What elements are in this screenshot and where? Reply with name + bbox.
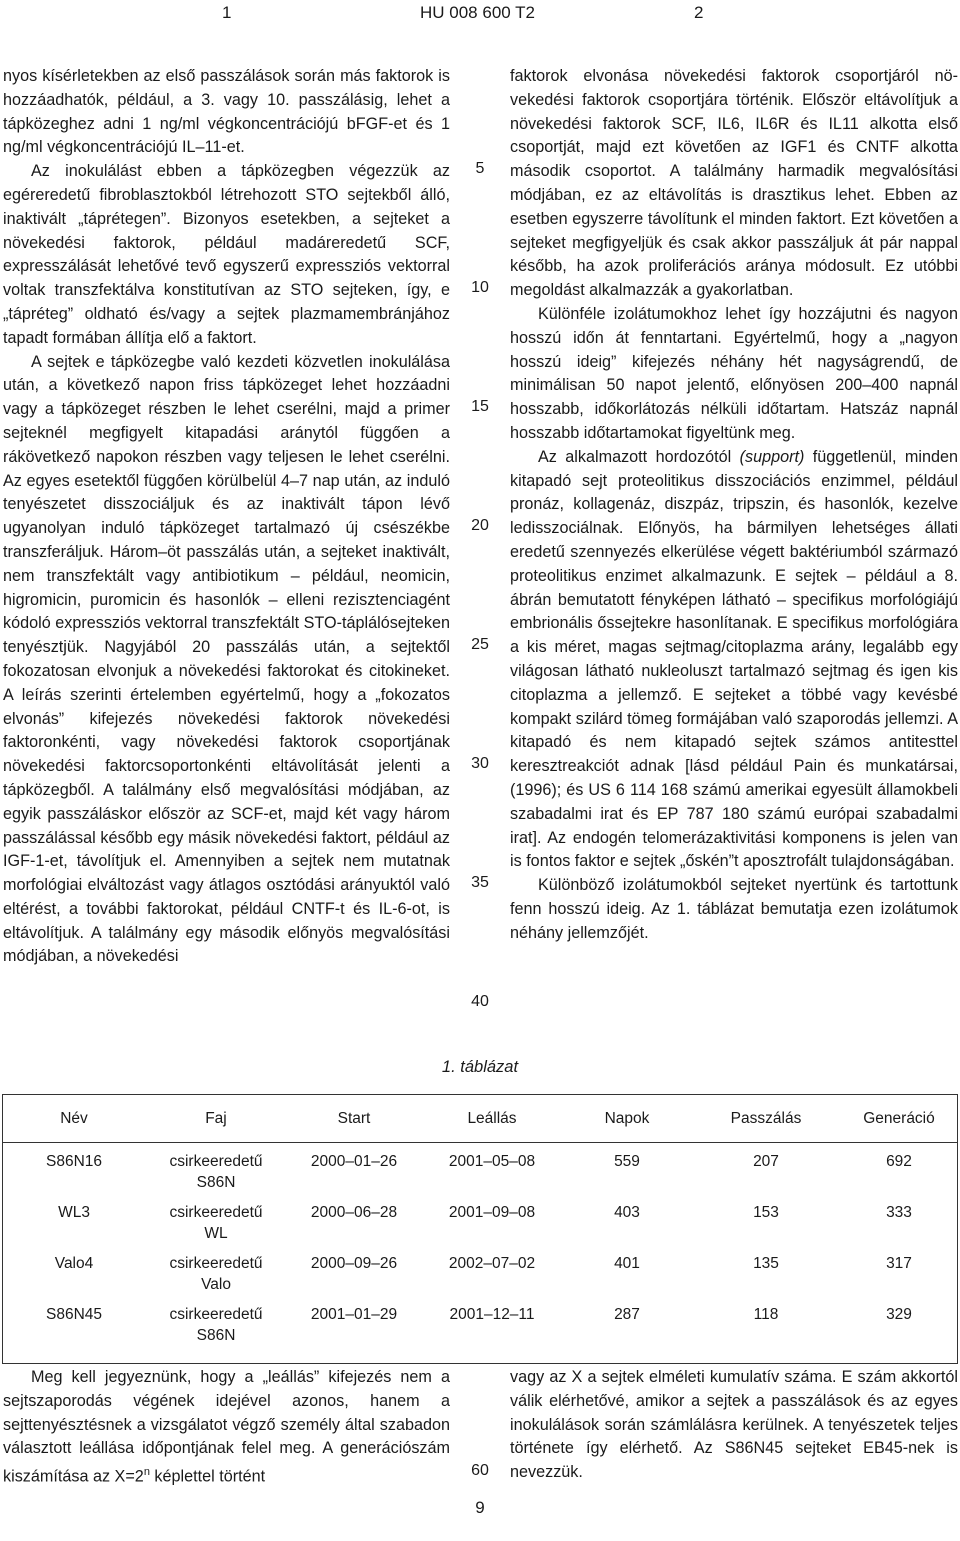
- line-number-40: 40: [471, 993, 489, 1010]
- bottom-left-column: [3, 1366, 450, 1489]
- col-header-faj: Faj: [145, 1095, 287, 1143]
- line-number-15: 15: [471, 398, 489, 415]
- cell-stop: 2001–05–08: [448, 1153, 536, 1170]
- cell-species: [145, 1198, 287, 1249]
- cell-species: [145, 1300, 287, 1364]
- col-header-start: Start: [287, 1095, 421, 1143]
- cell-generations: 333: [886, 1204, 912, 1221]
- col-header-leallas: Leállás: [421, 1095, 563, 1143]
- cell-species-line1: csirkeeredetű: [169, 1204, 263, 1221]
- col-header-passzalas: Passzálás: [691, 1095, 841, 1143]
- table-row: [3, 1198, 958, 1249]
- right-paragraph-3: [510, 446, 958, 874]
- col-header-generacio: Generáció: [841, 1095, 958, 1143]
- cell-days: 287: [614, 1306, 640, 1323]
- cell-start: 2000–01–26: [310, 1153, 398, 1170]
- line-number-25: 25: [471, 636, 489, 653]
- bottom-left-paragraph: [3, 1366, 450, 1489]
- header-title: HU 008 600 T2: [420, 3, 535, 22]
- cell-days: 559: [614, 1153, 640, 1170]
- left-column: [3, 65, 450, 969]
- cell-name: S86N45: [45, 1306, 102, 1323]
- header-right-page: 2: [694, 3, 704, 22]
- cell-stop: 2001–09–08: [448, 1204, 536, 1221]
- cell-species-line1: csirkeeredetű: [169, 1153, 263, 1170]
- cell-stop: 2002–07–02: [448, 1255, 536, 1272]
- bottom-right-column: [510, 1366, 958, 1485]
- support-term: (support): [739, 447, 805, 466]
- right-paragraph-2: Különféle izolátumokhoz lehet így hozzájutni és nagyon hosszú időn át fenntartani. Egyértelmű, hogy a „nagyon hosszú ideig” kifejezés néhány hét nagyságrendű, de minimálisan 50 napot jelentő, előnyösen 200–400 napnál hosszabb, időkorlátozás nélküli időtartam. Hatszáz napnál hosszabb időtartamokat figyeltünk meg.: [510, 304, 958, 442]
- cell-generations: 317: [886, 1255, 912, 1272]
- cell-name: S86N16: [45, 1153, 102, 1170]
- right-paragraph-3-start: Az alkalmazott hordozótól: [538, 447, 740, 466]
- cell-species-line1: csirkeeredetű: [169, 1255, 263, 1272]
- isolates-table: [2, 1094, 958, 1364]
- cell-passages: 153: [753, 1204, 779, 1221]
- cell-species-line2: WL: [204, 1225, 228, 1242]
- left-paragraph-1: nyos kísérletekben az első passzálások során más faktorok is hozzáadhatók, például, a 3. vagy 10. passzálásig, lehet a tápközeghez adni 1 ng/ml végkoncentrációjú bFGF-et és 1 ng/ml végkoncentrációjú IL–11-et.: [3, 67, 450, 157]
- line-number-20: 20: [471, 517, 489, 534]
- cell-species: [145, 1249, 287, 1300]
- cell-passages: 207: [753, 1153, 779, 1170]
- cell-species-line2: S86N: [196, 1327, 236, 1344]
- table-header-row: [3, 1095, 958, 1143]
- line-number-35: 35: [471, 874, 489, 891]
- table-row: [3, 1249, 958, 1300]
- right-paragraph-3-rest: függetlenül, minden kitapadó sejt proteolitikus disszociációs enzimmel, például pronáz, kollagenáz, diszpáz, tripszin, és hasonlók, kezelve ledisszociálnak. Előnyös, ha bármilyen lehetséges állati eredetű szennyezés elkerülése végett baktériumból származó proteolitikus enzimet alkalmazunk. E sejtek – például a 8. ábrán bemutatott fényképen látható – specifikus morfológiájú embrionális őssejtekre hasonlítanak. E specifikus morfológiára a kis méret, magas sejtmag/citoplazma arány, legalább egy világosan látható nukleoluszt tartalmazó sejtmag és igen kis citoplazma a jellemző. E sejteket a többé vagy kevésbé kompakt szilárd tömeg formájában való szaporodás jellemzi. A kitapadó és nem kitapadó sejtek számos antitesttel keresztreakciót adnak [lásd például Pain és munkatársai, (1996); és US 6 114 168 számú amerikai egyesült államokbeli szabadalmi irat és EP 787 180 számú európai szabadalmi irat]. Az endogén telomerázaktivitási komponens is jelen van is fontos faktor e sejtek „őskén”t aposztrofált tulajdonságában.: [510, 447, 958, 871]
- right-column: [510, 65, 958, 945]
- line-number-30: 30: [471, 755, 489, 772]
- table-caption: 1. táblázat: [441, 1058, 519, 1076]
- table-row: [3, 1143, 958, 1199]
- generation-note: Meg kell jegyeznünk, hogy a „leállás” kifejezés nem a sejtszaporodás végének idejével azonos, hanem a sejttenyésztésnek a vizsgálatot végző személy által szabadon választott leállása időpontjának felel meg. A generációszám kiszámítása az X=2: [3, 1368, 450, 1486]
- page-number: 9: [475, 1498, 485, 1517]
- bottom-right-paragraph: vagy az X a sejtek elméleti kumulatív száma. E szám akkortól válik elérhetővé, amikor a sejtek a passzálások és az egyes inokulálások során számlálásra kerülnek. A tenyészetek teljes története így elérhető. Az S86N45 sejteket EB45-nek is nevezzük.: [510, 1368, 958, 1482]
- generation-note-end: képlettel történt: [149, 1467, 266, 1486]
- cell-passages: 135: [753, 1255, 779, 1272]
- line-number-60: 60: [471, 1462, 489, 1479]
- cell-start: 2000–09–26: [310, 1255, 398, 1272]
- cell-name: WL3: [58, 1204, 90, 1221]
- cell-species-line2: Valo: [201, 1276, 231, 1293]
- line-number-5: 5: [475, 160, 485, 177]
- cell-name: Valo4: [54, 1255, 94, 1272]
- left-paragraph-3: A sejtek e tápközegbe való kezdeti közvetlen inokulálása után, a következő napon friss tápközeget lehet hozzáadni vagy a tápközeget részben le lehet cserélni, majd a primer sejteknél megfigyelt kitapadási aránytól függően a rákövetkező napokon részben vagy teljesen le lehet cserélni. Az egyes esetektől függően körülbelül 4–7 nap után, az induló tenyészetet disszociáljuk és az inaktivált tápon lévő ugyanolyan induló tápközeget tartalmazó új csészékbe transzferáljuk. Három–öt passzálás után, a sejteket inaktivált, nem transzfektált vagy antibiotikum – például, neomicin, higromicin, puromicin és hasonlók – elleni rezisztenciagént kódoló expressziós vektorral transzfektált STO-táplálósejteken tenyésztjük. Nagyjából 20 passzálás után, a sejtektől fokozatosan elvonjuk a növekedési faktorokat és citokineket. A leírás szerinti értelemben egyértelmű, hogy a „fokozatos elvonás” kifejezés növekedési faktorok növekedési faktoronkénti, vagy növekedési faktorok csoportjának növekedési faktorcsoportonkénti eltávolítását jelenti a tápközegből. A találmány első megvalósítási módjában, az egyik passzáláskor először az SCF-et, majd két vagy három passzálással később egy másik növekedési faktort, például az IGF-1-et, távolítjuk el. Amennyiben a sejtek nem mutatnak morfológiai elváltozást vagy átlagos osztódási arányuktól való eltérést, a további faktorokat, például CNTF-t és IL-6-ot, is eltávolítjuk. A találmány egy második előnyös megvalósítási módjában, a növekedési: [3, 352, 450, 966]
- cell-stop: 2001–12–11: [449, 1306, 535, 1323]
- right-paragraph-1: faktorok elvonása növekedési faktorok csoportjáról növekedési faktorok csoportjára történik. Először eltávolítjuk a növekedési faktorok SCF, IL6, IL6R és IL11 alkotta első csoportját, majd ezt követően az IGF1 és CNTF alkotta második csoportot. A találmány harmadik megvalósítási módjában, ez az eltávolítás is drasztikus lehet. Ebben az esetben egyszerre távolítunk el minden faktort. Ezt követően a sejteket megfigyeljük és csak akkor passzáljuk át pár nappal később, ha azok proliferációs aránya módosult. Ez utóbbi megoldást alkalmazzák a gyakorlatban.: [510, 67, 958, 300]
- col-header-napok: Napok: [563, 1095, 691, 1143]
- cell-start: 2001–01–29: [310, 1306, 398, 1323]
- exponent-n: n: [143, 1466, 150, 1479]
- right-paragraph-4: Különböző izolátumokból sejteket nyertünk és tartottunk fenn hosszú ideig. Az 1. táblázat bemutatja ezen izolátumok néhány jellemzőjét.: [510, 876, 958, 942]
- col-header-nev: Név: [3, 1095, 146, 1143]
- line-number-10: 10: [471, 279, 489, 296]
- cell-generations: 692: [886, 1153, 912, 1170]
- header-left-page: 1: [222, 3, 232, 22]
- cell-passages: 118: [753, 1306, 779, 1323]
- cell-generations: 329: [886, 1306, 912, 1323]
- cell-days: 401: [614, 1255, 640, 1272]
- cell-species: [145, 1143, 287, 1199]
- table-row: [3, 1300, 958, 1364]
- cell-species-line2: S86N: [196, 1174, 236, 1191]
- cell-days: 403: [614, 1204, 640, 1221]
- cell-species-line1: csirkeeredetű: [169, 1306, 263, 1323]
- cell-start: 2000–06–28: [310, 1204, 398, 1221]
- left-paragraph-2: Az inokulálást ebben a tápközegben végezzük az egéreredetű fibroblasztokból létrehozott STO sejtekből álló, inaktivált „táprétegen”. Bizonyos esetekben, a sejteket a növekedési faktorok, például madáreredetű SCF, expresszálását lehetővé tevő egyszerű expressziós vektorral voltak transzfektálva konstitutívan az STO sejteken, így, e „tápréteg” oldható és/vagy a sejtek plazmamembránjához tapadt formában állítja elő a faktort.: [3, 162, 450, 347]
